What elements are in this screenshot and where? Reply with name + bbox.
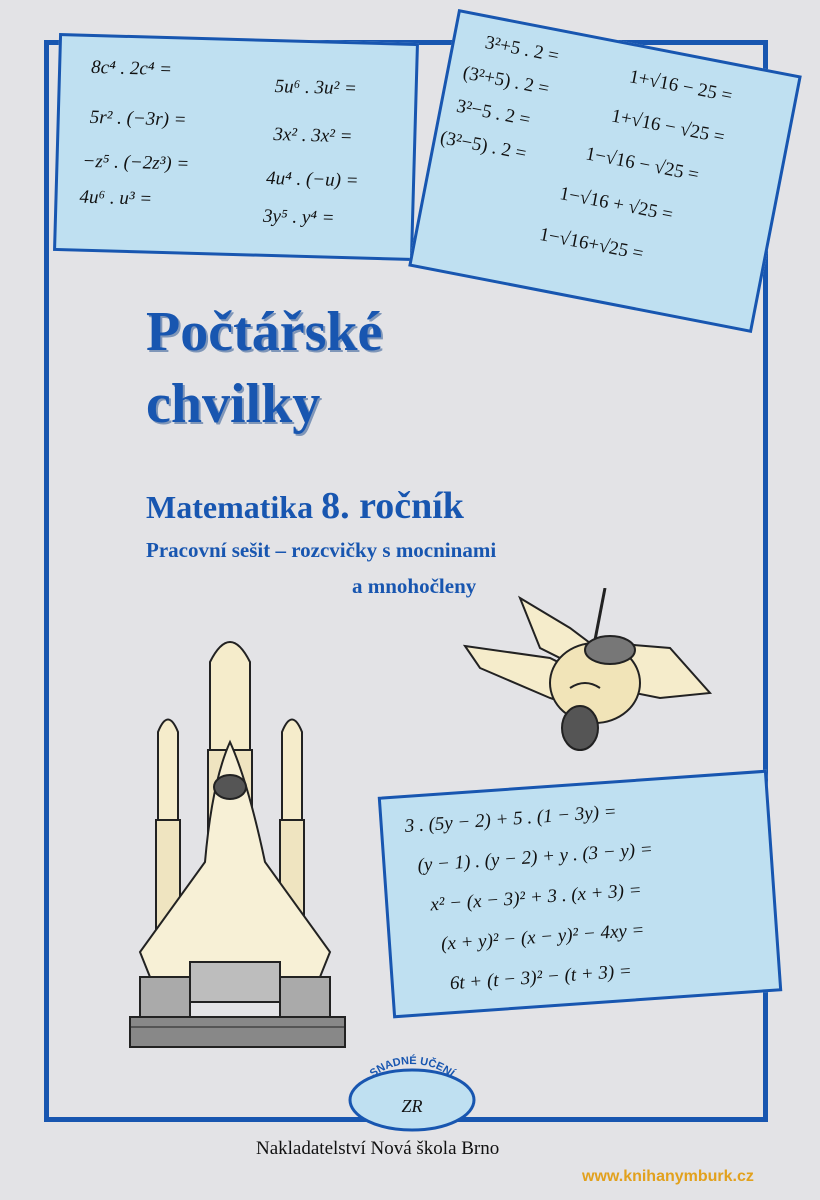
title-line-2: chvilky xyxy=(146,373,321,435)
polynomial-3: x² − (x − 3)² + 3 . (x + 3) = xyxy=(429,879,643,916)
description-line-2: a mnohočleny xyxy=(352,574,477,598)
polynomial-2: (y − 1) . (y − 2) + y . (3 − y) = xyxy=(416,838,654,877)
roots-left-1: 3²+5 . 2 = xyxy=(483,31,561,67)
polynomial-4: (x + y)² − (x − y)² − 4xy = xyxy=(440,919,646,955)
logo-text: SNADNÉ UČENÍ xyxy=(367,1054,457,1080)
roots-right-4: 1−√16 + √25 = xyxy=(557,183,675,226)
polynomials-card xyxy=(378,770,783,1019)
roots-right-5: 1−√16+√25 = xyxy=(537,223,646,265)
rocket-illustration xyxy=(120,622,360,1072)
roots-left-2: (3²+5) . 2 = xyxy=(461,62,551,100)
powers-right-2: 3x² . 3x² = xyxy=(273,124,353,148)
roots-right-2: 1+√16 − √25 = xyxy=(609,105,727,148)
subtitle xyxy=(146,484,464,528)
description-line-1: Pracovní sešit – rozcvičky s mocninami xyxy=(146,538,497,562)
powers-left-3: −z⁵ . (−2z³) = xyxy=(82,150,190,175)
powers-right-1: 5u⁶ . 3u² = xyxy=(274,76,358,100)
roots-left-3: 3²−5 . 2 = xyxy=(454,95,532,131)
powers-right-3: 4u⁴ . (−u) = xyxy=(265,167,359,192)
roots-right-3: 1−√16 − √25 = xyxy=(583,143,701,186)
roots-right-1: 1+√16 − 25 = xyxy=(627,66,734,107)
subtitle-prefix: Matematika xyxy=(146,489,314,525)
powers-left-1: 8c⁴ . 2c⁴ = xyxy=(90,56,173,81)
powers-left-4: 4u⁶ . u³ = xyxy=(79,186,153,210)
powers-left-2: 5r² . (−3r) = xyxy=(89,106,187,131)
polynomial-1: 3 . (5y − 2) + 5 . (1 − 3y) = xyxy=(404,801,618,838)
title-line-1: Počtářské xyxy=(146,301,383,363)
subtitle-grade: 8. ročník xyxy=(321,485,464,527)
powers-card xyxy=(53,33,419,261)
publisher-logo xyxy=(344,1050,480,1134)
logo-initials: ZR xyxy=(401,1096,423,1116)
flying-shuttle-illustration xyxy=(460,588,720,768)
powers-right-4: 3y⁵ . y⁴ = xyxy=(262,205,335,229)
publisher-name: Nakladatelství Nová škola Brno xyxy=(256,1138,500,1159)
polynomial-5: 6t + (t − 3)² − (t + 3) = xyxy=(449,960,633,995)
website-url: www.knihanymburk.cz xyxy=(582,1168,754,1185)
roots-left-4: (3²−5) . 2 = xyxy=(438,127,529,165)
